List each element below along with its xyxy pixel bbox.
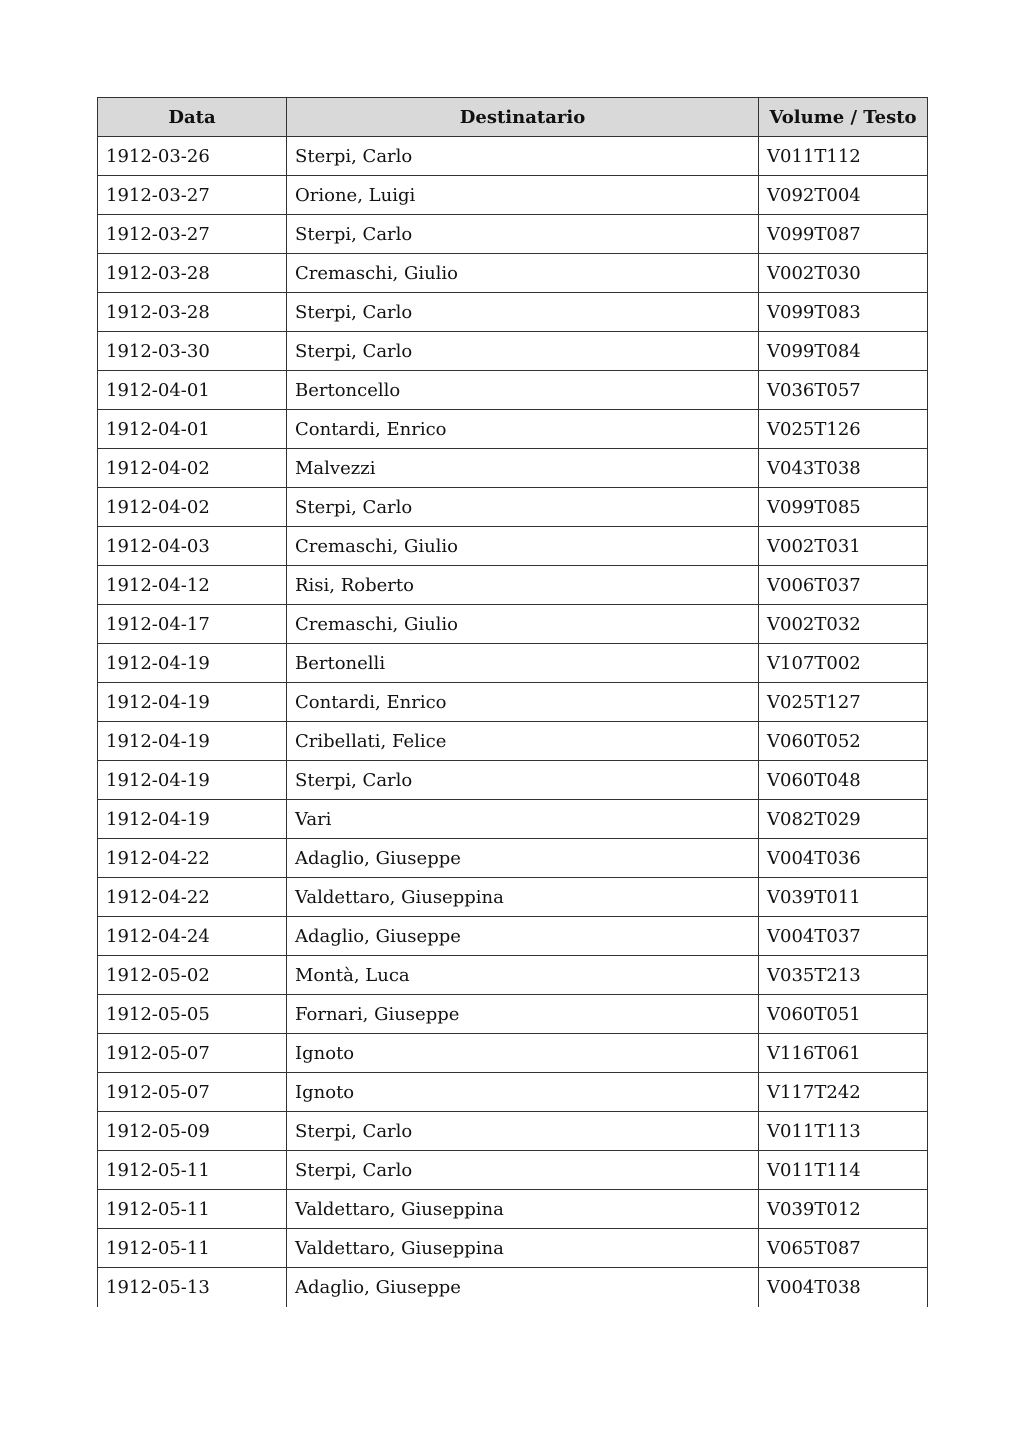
cell-recipient: Fornari, Giuseppe	[287, 995, 759, 1034]
cell-recipient: Vari	[287, 800, 759, 839]
table-row	[98, 1151, 928, 1190]
cell-volume: V082T029	[759, 800, 928, 839]
cell-date: 1912-04-02	[98, 449, 287, 488]
table-row	[98, 644, 928, 683]
table-row	[98, 176, 928, 215]
cell-recipient: Adaglio, Giuseppe	[287, 1268, 759, 1307]
cell-volume: V025T126	[759, 410, 928, 449]
cell-date: 1912-03-27	[98, 215, 287, 254]
cell-recipient: Bertoncello	[287, 371, 759, 410]
cell-date: 1912-03-27	[98, 176, 287, 215]
cell-volume: V002T031	[759, 527, 928, 566]
cell-recipient: Valdettaro, Giuseppina	[287, 1229, 759, 1268]
table-header-row	[98, 98, 928, 137]
cell-volume: V099T087	[759, 215, 928, 254]
cell-date: 1912-05-07	[98, 1073, 287, 1112]
table-row	[98, 878, 928, 917]
cell-date: 1912-04-19	[98, 683, 287, 722]
cell-volume: V060T048	[759, 761, 928, 800]
table-row	[98, 449, 928, 488]
table-row	[98, 332, 928, 371]
cell-volume: V004T037	[759, 917, 928, 956]
cell-date: 1912-04-12	[98, 566, 287, 605]
cell-volume: V011T114	[759, 1151, 928, 1190]
cell-date: 1912-04-19	[98, 761, 287, 800]
cell-volume: V060T052	[759, 722, 928, 761]
cell-volume: V039T011	[759, 878, 928, 917]
cell-volume: V039T012	[759, 1190, 928, 1229]
cell-volume: V116T061	[759, 1034, 928, 1073]
cell-recipient: Valdettaro, Giuseppina	[287, 878, 759, 917]
table-row	[98, 722, 928, 761]
cell-recipient: Adaglio, Giuseppe	[287, 917, 759, 956]
table-row	[98, 254, 928, 293]
cell-recipient: Sterpi, Carlo	[287, 137, 759, 176]
cell-date: 1912-05-09	[98, 1112, 287, 1151]
cell-date: 1912-04-19	[98, 800, 287, 839]
cell-date: 1912-04-01	[98, 371, 287, 410]
cell-volume: V011T113	[759, 1112, 928, 1151]
cell-date: 1912-03-28	[98, 293, 287, 332]
document-page	[97, 97, 927, 1307]
cell-recipient: Cremaschi, Giulio	[287, 605, 759, 644]
cell-volume: V002T032	[759, 605, 928, 644]
cell-volume: V036T057	[759, 371, 928, 410]
cell-volume: V092T004	[759, 176, 928, 215]
cell-date: 1912-04-17	[98, 605, 287, 644]
cell-recipient: Orione, Luigi	[287, 176, 759, 215]
cell-recipient: Sterpi, Carlo	[287, 1112, 759, 1151]
table-row	[98, 1229, 928, 1268]
table-row	[98, 215, 928, 254]
table-row	[98, 488, 928, 527]
table-row	[98, 293, 928, 332]
cell-recipient: Valdettaro, Giuseppina	[287, 1190, 759, 1229]
cell-date: 1912-04-19	[98, 722, 287, 761]
header-data: Data	[98, 98, 287, 137]
cell-date: 1912-05-11	[98, 1151, 287, 1190]
cell-volume: V006T037	[759, 566, 928, 605]
table-row	[98, 839, 928, 878]
table-row	[98, 137, 928, 176]
cell-volume: V011T112	[759, 137, 928, 176]
cell-volume: V099T084	[759, 332, 928, 371]
cell-date: 1912-05-11	[98, 1229, 287, 1268]
cell-volume: V107T002	[759, 644, 928, 683]
cell-date: 1912-04-19	[98, 644, 287, 683]
cell-volume: V025T127	[759, 683, 928, 722]
cell-date: 1912-04-24	[98, 917, 287, 956]
cell-volume: V065T087	[759, 1229, 928, 1268]
cell-volume: V004T036	[759, 839, 928, 878]
table-row	[98, 1190, 928, 1229]
cell-volume: V035T213	[759, 956, 928, 995]
cell-date: 1912-04-22	[98, 878, 287, 917]
cell-recipient: Sterpi, Carlo	[287, 488, 759, 527]
cell-recipient: Risi, Roberto	[287, 566, 759, 605]
table-row	[98, 371, 928, 410]
table-row	[98, 800, 928, 839]
cell-recipient: Montà, Luca	[287, 956, 759, 995]
cell-recipient: Sterpi, Carlo	[287, 761, 759, 800]
table-row	[98, 1073, 928, 1112]
cell-recipient: Ignoto	[287, 1073, 759, 1112]
cell-recipient: Contardi, Enrico	[287, 683, 759, 722]
cell-date: 1912-03-28	[98, 254, 287, 293]
cell-date: 1912-04-03	[98, 527, 287, 566]
header-destinatario: Destinatario	[287, 98, 759, 137]
cell-recipient: Malvezzi	[287, 449, 759, 488]
cell-volume: V099T085	[759, 488, 928, 527]
cell-date: 1912-05-05	[98, 995, 287, 1034]
table-row	[98, 995, 928, 1034]
table-row	[98, 683, 928, 722]
cell-date: 1912-05-13	[98, 1268, 287, 1307]
cell-date: 1912-04-01	[98, 410, 287, 449]
cell-date: 1912-05-07	[98, 1034, 287, 1073]
table-row	[98, 566, 928, 605]
cell-recipient: Cribellati, Felice	[287, 722, 759, 761]
cell-recipient: Sterpi, Carlo	[287, 332, 759, 371]
table-row	[98, 1112, 928, 1151]
cell-volume: V099T083	[759, 293, 928, 332]
table-row	[98, 605, 928, 644]
cell-volume: V002T030	[759, 254, 928, 293]
letters-table	[97, 97, 928, 1307]
cell-recipient: Contardi, Enrico	[287, 410, 759, 449]
cell-recipient: Sterpi, Carlo	[287, 1151, 759, 1190]
cell-volume: V117T242	[759, 1073, 928, 1112]
cell-volume: V043T038	[759, 449, 928, 488]
cell-volume: V060T051	[759, 995, 928, 1034]
cell-recipient: Adaglio, Giuseppe	[287, 839, 759, 878]
cell-date: 1912-04-22	[98, 839, 287, 878]
table-row	[98, 527, 928, 566]
table-body	[98, 137, 928, 1307]
cell-date: 1912-05-02	[98, 956, 287, 995]
cell-recipient: Cremaschi, Giulio	[287, 527, 759, 566]
table-row	[98, 1034, 928, 1073]
header-volume-testo: Volume / Testo	[759, 98, 928, 137]
table-row	[98, 1268, 928, 1307]
table-row	[98, 956, 928, 995]
cell-date: 1912-04-02	[98, 488, 287, 527]
table-row	[98, 761, 928, 800]
cell-date: 1912-05-11	[98, 1190, 287, 1229]
table-row	[98, 410, 928, 449]
cell-recipient: Sterpi, Carlo	[287, 293, 759, 332]
cell-volume: V004T038	[759, 1268, 928, 1307]
cell-date: 1912-03-26	[98, 137, 287, 176]
table-row	[98, 917, 928, 956]
cell-recipient: Bertonelli	[287, 644, 759, 683]
cell-date: 1912-03-30	[98, 332, 287, 371]
cell-recipient: Sterpi, Carlo	[287, 215, 759, 254]
cell-recipient: Ignoto	[287, 1034, 759, 1073]
cell-recipient: Cremaschi, Giulio	[287, 254, 759, 293]
